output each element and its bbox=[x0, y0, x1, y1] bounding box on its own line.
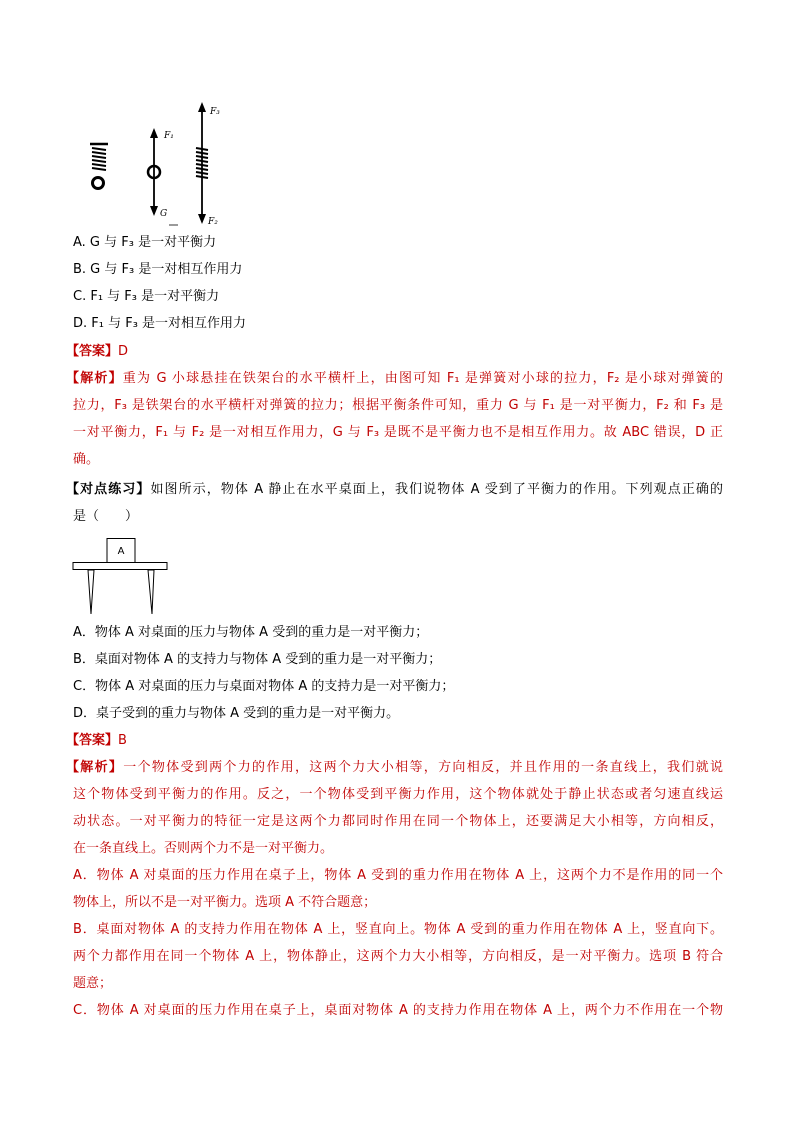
answer-tag: 【答案】 bbox=[66, 344, 119, 359]
q1-answer bbox=[66, 342, 716, 362]
f2-label: F₂ bbox=[208, 217, 218, 227]
q1-analysis-line-2: 拉力，F₃ 是铁架台的水平横杆对弹簧的拉力；根据平衡条件可知，重力 G 与 F₁ 是一对平衡力，F₂ 和 F₃ 是 bbox=[73, 398, 723, 413]
q1-option-d: D. F₁ 与 F₃ 是一对相互作用力 bbox=[73, 316, 247, 331]
practice-tag: 【对点练习】 bbox=[66, 482, 151, 497]
q1-analysis-line-3: 一对平衡力，F₁ 与 F₂ 是一对相互作用力，G 与 F₃ 是既不是平衡力也不是相互作用力。故 ABC 错误，D 正 bbox=[73, 425, 723, 440]
analysis-tag: 【解析】 bbox=[66, 371, 123, 386]
spring-free-body-diagram bbox=[196, 102, 220, 227]
q2-analysis-line-4: 在一条直线上。否则两个力不是一对平衡力。 bbox=[73, 841, 334, 856]
q2-option-b: B．桌面对物体 A 的支持力与物体 A 受到的重力是一对平衡力； bbox=[73, 652, 442, 667]
f1-label: F₁ bbox=[164, 131, 174, 141]
force-diagram-figure bbox=[82, 92, 242, 228]
q2-analysis-line-9: 题意； bbox=[73, 976, 113, 991]
answer-value: D bbox=[118, 344, 129, 359]
q2-analysis-line-6: 物体上，所以不是一对平衡力。选项 A 不符合题意； bbox=[73, 895, 377, 910]
q2-stem-line-2: 是（ ） bbox=[73, 509, 139, 524]
analysis-tag: 【解析】 bbox=[66, 760, 124, 775]
q2-analysis-line-10: C．物体 A 对桌面的压力作用在桌子上，桌面对物体 A 的支持力作用在物体 A 上，两个力不作用在一个物 bbox=[73, 1003, 723, 1018]
answer-value: B bbox=[118, 733, 127, 748]
q2-analysis-line-7: B．桌面对物体 A 的支持力作用在物体 A 上，竖直向上。物体 A 受到的重力作用在物体 A 上，竖直向下。 bbox=[73, 922, 723, 937]
q2-option-c: C．物体 A 对桌面的压力与桌面对物体 A 的支持力是一对平衡力； bbox=[73, 679, 455, 694]
q2-analysis-line-8: 两个力都作用在同一个物体 A 上，物体静止，这两个力大小相等，方向相反，是一对平衡力。选项 B 符合 bbox=[73, 949, 723, 964]
q1-option-c: C. F₁ 与 F₃ 是一对平衡力 bbox=[73, 289, 220, 304]
block-a-label: A bbox=[117, 546, 125, 557]
q2-analysis-line-1: 【解析】一个物体受到两个力的作用，这两个力大小相等，方向相反，并且作用的一条直线上，我们就说 bbox=[66, 760, 723, 775]
q1-option-a: A. G 与 F₃ 是一对平衡力 bbox=[73, 235, 217, 250]
g-label: G bbox=[160, 209, 168, 219]
q2-stem-line-1: 【对点练习】如图所示，物体 A 静止在水平桌面上，我们说物体 A 受到了平衡力的作用。下列观点正确的 bbox=[66, 482, 723, 497]
q2-option-a: A．物体 A 对桌面的压力与物体 A 受到的重力是一对平衡力； bbox=[73, 625, 429, 640]
q1-option-b: B. G 与 F₃ 是一对相互作用力 bbox=[73, 262, 243, 277]
q2-analysis-line-2: 这个物体受到平衡力的作用。反之，一个物体受到平衡力作用，这个物体就处于静止状态或者匀速直线运 bbox=[73, 787, 723, 802]
table-block-figure bbox=[72, 538, 170, 616]
q2-option-d: D．桌子受到的重力与物体 A 受到的重力是一对平衡力。 bbox=[73, 706, 400, 721]
answer-tag: 【答案】 bbox=[66, 733, 119, 748]
q2-analysis-line-5: A．物体 A 对桌面的压力作用在桌子上，物体 A 受到的重力作用在物体 A 上，这两个力不是作用的同一个 bbox=[73, 868, 723, 883]
hanging-spring-ball-diagram bbox=[90, 144, 108, 189]
ball-free-body-diagram bbox=[148, 128, 178, 225]
q2-analysis-line-3: 动状态。一对平衡力的特征一定是这两个力都同时作用在同一个物体上，还要满足大小相等，方向相反， bbox=[73, 814, 723, 829]
q1-analysis-line-1: 【解析】重为 G 小球悬挂在铁架台的水平横杆上，由图可知 F₁ 是弹簧对小球的拉力，F₂ 是小球对弹簧的 bbox=[66, 371, 723, 386]
q2-answer bbox=[66, 731, 716, 751]
q1-analysis-line-4: 确。 bbox=[73, 452, 100, 467]
f3-label: F₃ bbox=[210, 107, 220, 117]
